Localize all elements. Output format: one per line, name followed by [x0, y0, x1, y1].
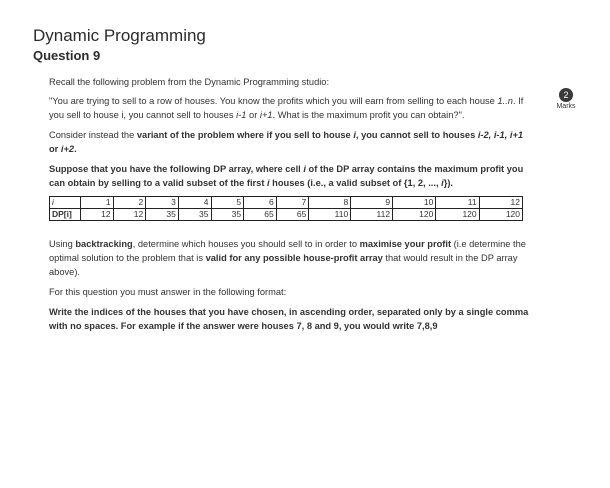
index-cell: 12 — [479, 197, 522, 209]
dp-value-cell: 120 — [479, 209, 522, 221]
dp-value-cell: 12 — [81, 209, 114, 221]
dp-table — [49, 196, 523, 221]
answer-format-text: Write the indices of the houses that you have chosen, in ascending order, separated only by a single comma with no spaces. For example if the answer were houses 7, 8 and 9, you would write 7,8,9 — [49, 307, 529, 331]
index-cell: 1 — [81, 197, 114, 209]
index-cell: 7 — [276, 197, 309, 209]
backtracking-instructions: Using backtracking, determine which houses you should sell to in order to maximise your profit (i.e determine the optimal solution to the problem that is valid for any possible house-profit array that would result in the DP array above). — [49, 239, 526, 277]
variant-text: Consider instead the variant of the problem where if you sell to house i, you cannot sell to houses i-2, i-1, i+1 or i+2. — [49, 130, 524, 154]
header — [33, 26, 206, 63]
dp-array-intro: Suppose that you have the following DP array, where cell i of the DP array contains the maximum profit you can obtain by selling to a valid subset of the first i houses (i.e., a valid subset of {1, 2, ..., i}). — [49, 164, 524, 188]
index-cell: 11 — [436, 197, 479, 209]
dp-value-cell: 112 — [351, 209, 393, 221]
row-label-dp: DP[i] — [50, 209, 81, 221]
dp-value-cell: 35 — [211, 209, 244, 221]
dp-value-cell: 35 — [146, 209, 179, 221]
dp-value-cell: 65 — [276, 209, 309, 221]
table-row-index — [50, 197, 523, 209]
question-body — [49, 75, 534, 333]
dp-value-cell: 12 — [113, 209, 146, 221]
index-cell: 3 — [146, 197, 179, 209]
index-cell: 9 — [351, 197, 393, 209]
dp-value-cell: 120 — [436, 209, 479, 221]
page-title: Dynamic Programming — [33, 26, 206, 45]
marks-label: Marks — [556, 103, 576, 110]
dp-value-cell: 35 — [178, 209, 211, 221]
dp-value-cell: 110 — [309, 209, 351, 221]
intro-text: Recall the following problem from the Dynamic Programming studio: — [49, 77, 330, 87]
marks-indicator — [555, 88, 577, 110]
index-cell: 10 — [393, 197, 436, 209]
question-number: Question 9 — [33, 48, 101, 63]
table-row-dp — [50, 209, 523, 221]
dp-value-cell: 65 — [244, 209, 277, 221]
marks-badge: 2 — [559, 88, 573, 102]
problem-quote: "You are trying to sell to a row of houses. You know the profits which you will earn from selling to each house 1..n. If you sell to house i, you cannot sell to houses i-1 or i+1. What is the maximum profit you can obtain?". — [49, 96, 524, 120]
format-text: For this question you must answer in the following format: — [49, 287, 287, 297]
index-cell: 5 — [211, 197, 244, 209]
index-cell: 4 — [178, 197, 211, 209]
index-cell: 2 — [113, 197, 146, 209]
index-cell: 6 — [244, 197, 277, 209]
index-cell: 8 — [309, 197, 351, 209]
row-label-i: i — [50, 197, 81, 209]
dp-value-cell: 120 — [393, 209, 436, 221]
